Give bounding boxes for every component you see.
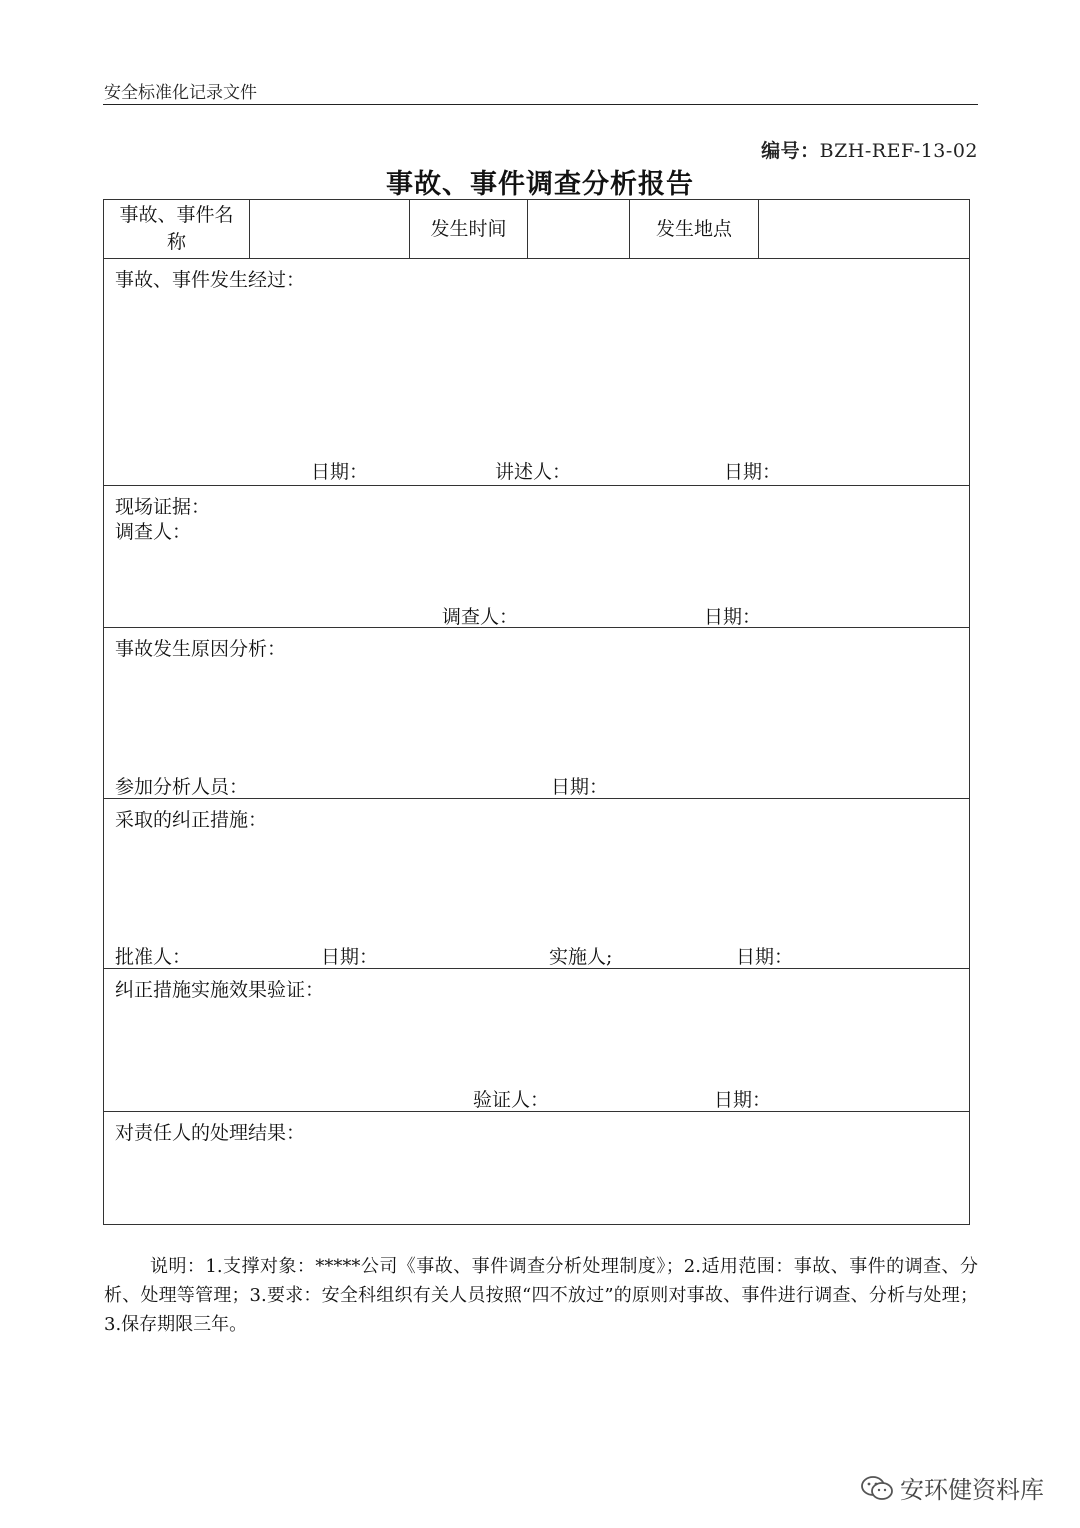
place-value-cell[interactable] [759, 200, 969, 258]
cause-title: 事故发生原因分析： [115, 638, 287, 660]
section-measures[interactable] [104, 799, 969, 969]
process-narrator: 讲述人： [495, 461, 572, 483]
measures-title: 采取的纠正措施： [115, 809, 268, 831]
measures-date1: 日期： [321, 946, 379, 968]
name-label-cell [104, 200, 250, 258]
cause-participants: 参加分析人员： [115, 776, 249, 798]
name-label: 事故、事件名称 [119, 204, 234, 253]
wechat-icon [860, 1475, 894, 1501]
form-row-basic-info [104, 200, 969, 259]
evidence-title: 现场证据： [115, 496, 211, 518]
process-date1: 日期： [311, 461, 369, 483]
process-investigator: 调查人： [115, 521, 192, 543]
process-date2: 日期： [724, 461, 782, 483]
time-label-cell [410, 200, 528, 258]
measures-implementer: 实施人; [549, 946, 613, 968]
verification-title: 纠正措施实施效果验证： [115, 979, 325, 1001]
report-form [103, 199, 970, 1225]
place-label-cell [630, 200, 759, 258]
page-title: 事故、事件调查分析报告 [386, 169, 694, 200]
section-evidence[interactable] [104, 486, 969, 628]
document-code-label: 编号： [761, 140, 820, 162]
section-result[interactable] [104, 1112, 969, 1224]
time-value-cell[interactable] [528, 200, 630, 258]
watermark [860, 1470, 1044, 1505]
measures-approver: 批准人： [115, 946, 192, 968]
section-verification[interactable] [104, 969, 969, 1112]
cause-date: 日期： [551, 776, 609, 798]
watermark-text: 安环健资料库 [900, 1476, 1044, 1504]
document-code [761, 136, 978, 163]
verification-date: 日期： [714, 1089, 772, 1111]
verification-verifier: 验证人： [473, 1089, 550, 1111]
header-text: 安全标准化记录文件 [104, 83, 257, 103]
process-title: 事故、事件发生经过： [115, 269, 306, 291]
evidence-investigator: 调查人： [442, 606, 519, 628]
section-cause[interactable] [104, 628, 969, 799]
header-divider [103, 104, 978, 105]
place-label: 发生地点 [655, 217, 732, 240]
result-title: 对责任人的处理结果： [115, 1122, 306, 1144]
evidence-date: 日期： [704, 606, 762, 628]
measures-date2: 日期： [736, 946, 794, 968]
document-code-value: BZH-REF-13-02 [819, 140, 978, 162]
time-label: 发生时间 [430, 217, 507, 240]
name-value-cell[interactable] [250, 200, 410, 258]
note-paragraph: 说明：1.支撑对象：*****公司《事故、事件调查分析处理制度》；2.适用范围：事故、事件的调查、分析、处理等管理；3.要求：安全科组织有关人员按照“四不放过”的原则对事故、事件进行调查、分析与处理；3.保存期限三年。 [104, 1256, 978, 1335]
